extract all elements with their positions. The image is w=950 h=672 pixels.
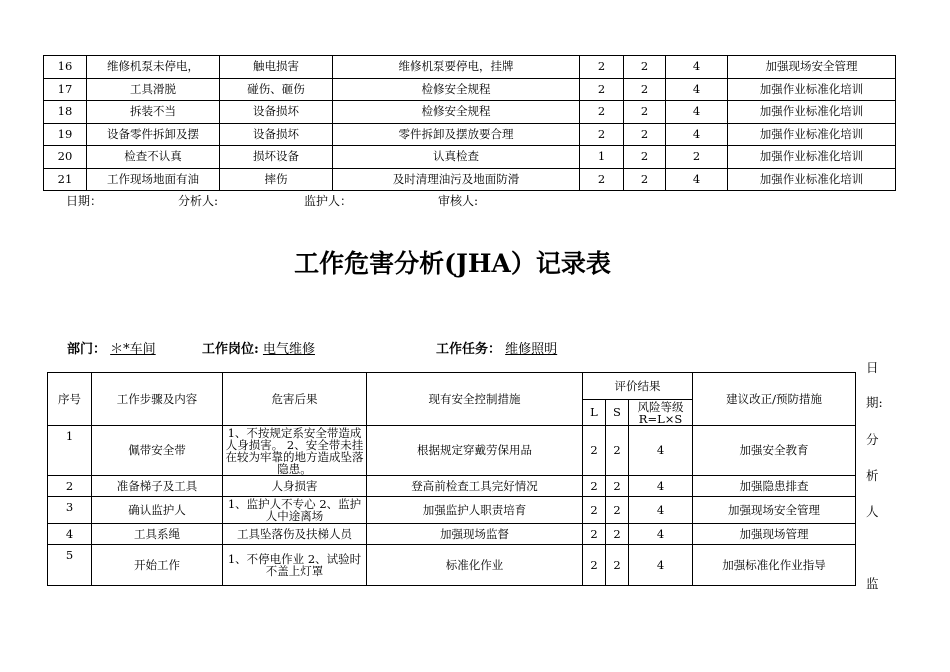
header-risk: 风险等级 R=L×S (629, 400, 693, 426)
cell-s: 2 (624, 123, 666, 146)
header-l: L (583, 400, 606, 426)
cell-hazard: 设备损坏 (220, 123, 333, 146)
cell-r: 2 (666, 146, 728, 169)
cell-s: 2 (624, 101, 666, 124)
cell-r: 4 (666, 56, 728, 79)
cell-control: 登高前检查工具完好情况 (367, 476, 583, 497)
cell-hazard: 1、监护人不专心 2、监护人中途离场 (223, 497, 367, 524)
cell-no: 3 (48, 497, 92, 524)
header-hazard: 危害后果 (223, 373, 367, 426)
cell-control: 根据规定穿戴劳保用品 (367, 426, 583, 476)
page-title: 工作危害分析(JHA）记录表 (294, 249, 611, 278)
table-row (44, 168, 896, 191)
header-s: S (606, 400, 629, 426)
cell-step: 检查不认真 (87, 146, 220, 169)
cell-r: 4 (666, 123, 728, 146)
cell-control: 检修安全规程 (333, 101, 580, 124)
cell-hazard: 碰伤、砸伤 (220, 78, 333, 101)
cell-step: 工作现场地面有油 (87, 168, 220, 191)
cell-action: 加强作业标准化培训 (728, 101, 896, 124)
cell-control: 加强监护人职责培育 (367, 497, 583, 524)
cell-step: 开始工作 (92, 545, 223, 586)
cell-step: 佩带安全带 (92, 426, 223, 476)
cell-action: 加强现场安全管理 (728, 56, 896, 79)
department-value: ＊*车间 (110, 342, 156, 357)
cell-s: 2 (606, 524, 629, 545)
table-row (48, 524, 856, 545)
cell-action: 加强隐患排查 (693, 476, 856, 497)
cell-step: 工具系绳 (92, 524, 223, 545)
cell-action: 加强作业标准化培训 (728, 146, 896, 169)
cell-action: 加强作业标准化培训 (728, 78, 896, 101)
cell-r: 4 (629, 497, 693, 524)
cell-s: 2 (624, 168, 666, 191)
cell-no: 19 (44, 123, 87, 146)
cell-r: 4 (666, 168, 728, 191)
cell-l: 2 (580, 168, 624, 191)
table-row (48, 545, 856, 586)
cell-l: 2 (583, 426, 606, 476)
department-field (67, 338, 156, 357)
post-field (202, 338, 315, 357)
cell-no: 17 (44, 78, 87, 101)
cell-no: 21 (44, 168, 87, 191)
post-value: 电气维修 (262, 342, 315, 357)
task-label: 工作任务： (436, 342, 502, 357)
cell-l: 2 (580, 123, 624, 146)
cell-l: 2 (580, 78, 624, 101)
cell-s: 2 (606, 476, 629, 497)
cell-r: 4 (629, 476, 693, 497)
cell-step: 确认监护人 (92, 497, 223, 524)
header-no: 序号 (48, 373, 92, 426)
cell-s: 2 (624, 56, 666, 79)
guardian-label: 监护人： (304, 194, 353, 208)
date-label: 日期： (66, 194, 103, 208)
cell-s: 2 (606, 426, 629, 476)
cell-step: 维修机泵未停电， (87, 56, 220, 79)
cell-l: 1 (580, 146, 624, 169)
cell-no: 4 (48, 524, 92, 545)
task-value: 维修照明 (505, 342, 558, 357)
side-char: 期: (866, 395, 883, 410)
table-row (44, 78, 896, 101)
cell-no: 5 (48, 545, 92, 586)
cell-step: 设备零件拆卸及摆 (87, 123, 220, 146)
header-eval: 评价结果 (583, 373, 693, 400)
cell-l: 2 (583, 497, 606, 524)
cell-hazard: 1、不按规定系安全带造成人身损害。 2、安全带未挂在较为牢靠的地方造成坠落隐患。 (223, 426, 367, 476)
cell-hazard: 工具坠落伤及扶梯人员 (223, 524, 367, 545)
cell-action: 加强作业标准化培训 (728, 168, 896, 191)
cell-action: 加强现场安全管理 (693, 497, 856, 524)
cell-control: 标准化作业 (367, 545, 583, 586)
cell-hazard: 摔伤 (220, 168, 333, 191)
cell-no: 1 (48, 426, 92, 476)
cell-control: 及时清理油污及地面防滑 (333, 168, 580, 191)
cell-control: 零件拆卸及摆放要合理 (333, 123, 580, 146)
cell-r: 4 (629, 426, 693, 476)
cell-l: 2 (583, 476, 606, 497)
cell-action: 加强现场管理 (693, 524, 856, 545)
cell-l: 2 (580, 56, 624, 79)
cell-no: 18 (44, 101, 87, 124)
table-row (44, 101, 896, 124)
side-char: 日 (866, 360, 879, 375)
cell-no: 16 (44, 56, 87, 79)
cell-no: 20 (44, 146, 87, 169)
cell-control: 维修机泵要停电，挂牌 (333, 56, 580, 79)
cell-step: 工具滑脱 (87, 78, 220, 101)
analyst-label: 分析人: (178, 194, 219, 208)
table-row (48, 476, 856, 497)
task-field (436, 338, 557, 357)
cell-r: 4 (629, 524, 693, 545)
side-char: 监 (866, 576, 879, 591)
cell-hazard: 损坏设备 (220, 146, 333, 169)
reviewer-label: 审核人: (438, 194, 479, 208)
side-char: 析 (866, 468, 879, 483)
cell-hazard: 触电损害 (220, 56, 333, 79)
cell-r: 4 (666, 101, 728, 124)
table-row (44, 56, 896, 79)
table-row (44, 123, 896, 146)
cell-action: 加强安全教育 (693, 426, 856, 476)
cell-control: 检修安全规程 (333, 78, 580, 101)
cell-no: 2 (48, 476, 92, 497)
cell-l: 2 (583, 545, 606, 586)
header-step: 工作步骤及内容 (92, 373, 223, 426)
cell-hazard: 1、不停电作业 2、试验时不盖上灯罩 (223, 545, 367, 586)
jha-table (47, 372, 856, 586)
cell-l: 2 (580, 101, 624, 124)
table-row (44, 146, 896, 169)
cell-s: 2 (624, 78, 666, 101)
cell-r: 4 (629, 545, 693, 586)
table-row (48, 497, 856, 524)
table-row (48, 426, 856, 476)
cell-control: 加强现场监督 (367, 524, 583, 545)
previous-page-table (43, 55, 896, 191)
header-action: 建议改正/预防措施 (693, 373, 856, 426)
cell-action: 加强作业标准化培训 (728, 123, 896, 146)
cell-step: 拆装不当 (87, 101, 220, 124)
cell-hazard: 设备损坏 (220, 101, 333, 124)
side-char: 人 (866, 504, 879, 519)
cell-step: 准备梯子及工具 (92, 476, 223, 497)
header-control: 现有安全控制措施 (367, 373, 583, 426)
cell-action: 加强标准化作业指导 (693, 545, 856, 586)
side-char: 分 (866, 432, 879, 447)
cell-control: 认真检查 (333, 146, 580, 169)
department-label: 部门： (67, 342, 107, 357)
cell-hazard: 人身损害 (223, 476, 367, 497)
cell-l: 2 (583, 524, 606, 545)
post-label: 工作岗位: (202, 342, 259, 357)
cell-s: 2 (606, 497, 629, 524)
cell-r: 4 (666, 78, 728, 101)
cell-s: 2 (606, 545, 629, 586)
cell-s: 2 (624, 146, 666, 169)
